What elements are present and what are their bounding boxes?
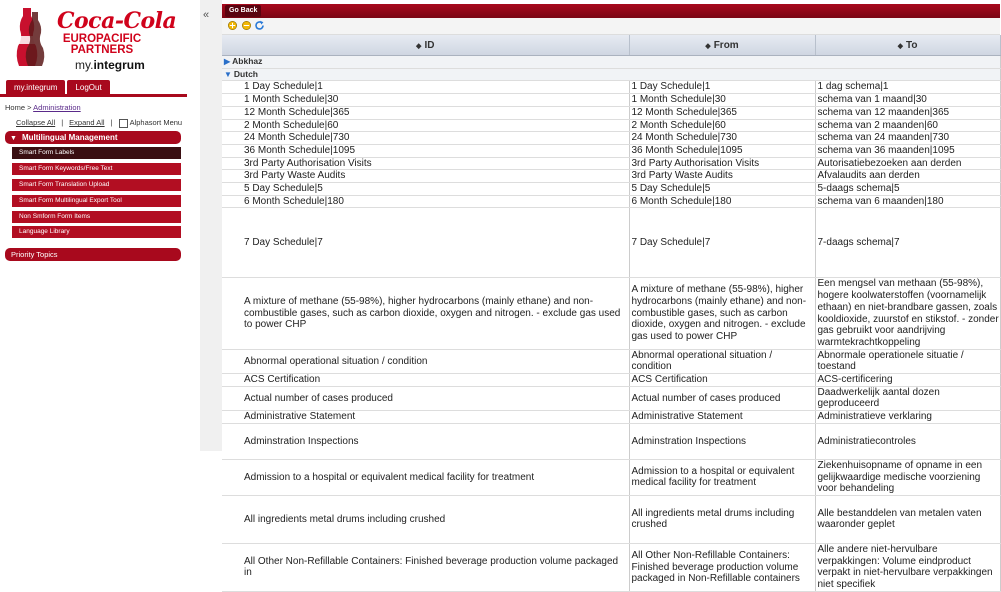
brand-product: [75, 58, 145, 72]
column-header-to[interactable]: [815, 35, 1000, 56]
breadcrumb: [5, 103, 81, 112]
brand-product-name: integrum: [93, 58, 145, 72]
table-cell[interactable]: 2 Month Schedule|60: [222, 119, 629, 132]
table-cell[interactable]: ACS Certification: [222, 374, 629, 387]
table-cell[interactable]: 3rd Party Waste Audits: [222, 170, 629, 183]
double-chevron-left-icon[interactable]: «: [203, 9, 210, 21]
sidebar-collapse-bar[interactable]: [200, 0, 222, 451]
sidebar-item-translation-upload[interactable]: Smart Form Translation Upload: [12, 179, 181, 191]
table-cell[interactable]: 2 Month Schedule|60: [629, 119, 815, 132]
table-cell[interactable]: 5-daags schema|5: [815, 183, 1000, 196]
expand-right-icon[interactable]: ▶: [224, 57, 231, 66]
sidebar-item-keywords[interactable]: Smart Form Keywords/Free Text: [12, 163, 181, 175]
table-cell[interactable]: Actual number of cases produced: [222, 386, 629, 410]
table-cell[interactable]: 6 Month Schedule|180: [222, 195, 629, 208]
collapse-all-link[interactable]: Collapse All: [16, 118, 56, 128]
table-body: [222, 56, 1000, 592]
table-row[interactable]: [222, 94, 1000, 107]
table-row[interactable]: [222, 144, 1000, 157]
priority-topics-header[interactable]: Priority Topics: [5, 248, 181, 261]
table-cell[interactable]: 12 Month Schedule|365: [222, 106, 629, 119]
table-row[interactable]: [222, 411, 1000, 424]
top-nav: [6, 80, 110, 95]
group-row[interactable]: [222, 56, 1000, 69]
table-cell[interactable]: ACS Certification: [629, 374, 815, 387]
table-cell[interactable]: Abnormale operationele situatie / toestand: [815, 349, 1000, 373]
sidebar-item-smart-form-labels[interactable]: Smart Form Labels: [12, 147, 181, 159]
table-cell[interactable]: Autorisatiebezoeken aan derden: [815, 157, 1000, 170]
column-header-label: ID: [424, 39, 435, 51]
table-cell[interactable]: Adminstration Inspections: [629, 423, 815, 459]
table-row[interactable]: [222, 208, 1000, 278]
column-header-label: From: [713, 39, 739, 51]
table-cell[interactable]: 7-daags schema|7: [815, 208, 1000, 278]
table-row[interactable]: [222, 132, 1000, 145]
table-cell[interactable]: 1 Day Schedule|1: [222, 81, 629, 94]
refresh-icon[interactable]: [254, 20, 265, 31]
table-cell[interactable]: All ingredients metal drums including crushed: [629, 495, 815, 543]
brand-subtitle: EUROPACIFIC PARTNERS: [62, 33, 142, 56]
translation-grid: [222, 35, 1000, 591]
table-row[interactable]: [222, 349, 1000, 373]
table-row[interactable]: [222, 278, 1000, 349]
table-cell[interactable]: Ziekenhuisopname of opname in een gelijkwaardige medische voorziening voor behandeling: [815, 459, 1000, 495]
tab-my-integrum[interactable]: my.integrum: [6, 80, 65, 95]
sidebar-item-export-tool[interactable]: Smart Form Multilingual Export Tool: [12, 195, 181, 207]
table-cell[interactable]: Admission to a hospital or equivalent medical facility for treatment: [222, 459, 629, 495]
column-header-from[interactable]: [629, 35, 815, 56]
sort-icon: ◆: [897, 42, 903, 50]
main-panel: [222, 4, 1000, 591]
table-row[interactable]: [222, 543, 1000, 591]
table-cell[interactable]: 7 Day Schedule|7: [629, 208, 815, 278]
table-cell[interactable]: 5 Day Schedule|5: [629, 183, 815, 196]
table-cell[interactable]: Alle andere niet-hervulbare verpakkingen: Volume eindproduct verpakt in niet-hervulbare verpakkingen niet specifiek: [815, 543, 1000, 591]
table-cell[interactable]: 36 Month Schedule|1095: [629, 144, 815, 157]
table-cell[interactable]: schema van 1 maand|30: [815, 94, 1000, 107]
table-row[interactable]: [222, 170, 1000, 183]
group-label: Dutch: [233, 68, 259, 79]
table-cell[interactable]: 5 Day Schedule|5: [222, 183, 629, 196]
expand-down-icon[interactable]: ▼: [224, 69, 232, 79]
table-cell[interactable]: Een mengsel van methaan (55-98%), hogere koolwaterstoffen (voornamelijk ethaan) en niet-brandbare gassen, zoals kooldioxide, zuurstof en stikstof. - zonder gas gebruikt voor aandrijving warmtekrachtkoppeling: [815, 278, 1000, 349]
table-cell[interactable]: 3rd Party Waste Audits: [629, 170, 815, 183]
alphasort-checkbox-wrap[interactable]: [119, 118, 183, 128]
brand-product-prefix: my.: [75, 58, 94, 72]
column-header-id[interactable]: [222, 35, 629, 56]
tab-logout[interactable]: LogOut: [67, 80, 109, 95]
triangle-down-icon: ▼: [10, 135, 17, 142]
table-row[interactable]: [222, 423, 1000, 459]
table-row[interactable]: [222, 374, 1000, 387]
table-cell[interactable]: Abnormal operational situation / condition: [222, 349, 629, 373]
table-row[interactable]: [222, 183, 1000, 196]
alphasort-label: Alphasort Menu: [129, 118, 183, 127]
add-icon[interactable]: [228, 21, 237, 30]
sidebar: [0, 0, 187, 451]
table-cell[interactable]: 12 Month Schedule|365: [629, 106, 815, 119]
table-cell[interactable]: Adminstration Inspections: [222, 423, 629, 459]
table-cell[interactable]: schema van 24 maanden|730: [815, 132, 1000, 145]
table-row[interactable]: [222, 119, 1000, 132]
sidebar-item-non-smform[interactable]: Non Smform Form Items: [12, 211, 181, 223]
table-row[interactable]: [222, 157, 1000, 170]
group-row[interactable]: [222, 68, 1000, 81]
section-title: Multilingual Management: [21, 133, 118, 142]
brand-logo[interactable]: [5, 6, 185, 70]
table-cell[interactable]: ACS-certificering: [815, 374, 1000, 387]
table-cell[interactable]: All Other Non-Refillable Containers: Finished beverage production volume packaged in Non-Refillable containers: [629, 543, 815, 591]
table-cell[interactable]: 1 dag schema|1: [815, 81, 1000, 94]
table-cell[interactable]: Actual number of cases produced: [629, 386, 815, 410]
go-back-button[interactable]: Go Back: [225, 5, 261, 17]
table-row[interactable]: [222, 195, 1000, 208]
table-cell[interactable]: Administrative Statement: [629, 411, 815, 424]
table-cell[interactable]: 1 Day Schedule|1: [629, 81, 815, 94]
group-label: Abkhaz: [232, 56, 263, 66]
table-cell[interactable]: All ingredients metal drums including crushed: [222, 495, 629, 543]
table-cell[interactable]: 24 Month Schedule|730: [222, 132, 629, 145]
header-bar: [222, 4, 1000, 18]
table-cell[interactable]: All Other Non-Refillable Containers: Finished beverage production volume packaged in: [222, 543, 629, 591]
breadcrumb-home[interactable]: Home >: [5, 103, 32, 112]
table-cell[interactable]: 6 Month Schedule|180: [629, 195, 815, 208]
table-cell[interactable]: schema van 36 maanden|1095: [815, 144, 1000, 157]
table-cell[interactable]: Administrative Statement: [222, 411, 629, 424]
table-cell[interactable]: schema van 2 maanden|60: [815, 119, 1000, 132]
table-cell[interactable]: Administratieve verklaring: [815, 411, 1000, 424]
column-header-label: To: [905, 39, 918, 51]
translation-table: [222, 35, 1001, 592]
table-row[interactable]: [222, 459, 1000, 495]
table-cell[interactable]: 1 Month Schedule|30: [222, 94, 629, 107]
table-cell[interactable]: Admission to a hospital or equivalent medical facility for treatment: [629, 459, 815, 495]
table-row[interactable]: [222, 81, 1000, 94]
sort-icon: ◆: [705, 42, 711, 50]
table-cell[interactable]: 36 Month Schedule|1095: [222, 144, 629, 157]
table-cell[interactable]: Alle bestanddelen van metalen vaten waaronder geplet: [815, 495, 1000, 543]
table-cell[interactable]: schema van 6 maanden|180: [815, 195, 1000, 208]
group-cell[interactable]: [222, 68, 1000, 81]
sidebar-item-language-library[interactable]: Language Library: [12, 226, 181, 238]
multilingual-section-header[interactable]: [5, 131, 181, 144]
table-cell[interactable]: schema van 12 maanden|365: [815, 106, 1000, 119]
nav-divider: [0, 94, 187, 97]
table-cell[interactable]: 3rd Party Authorisation Visits: [629, 157, 815, 170]
table-cell[interactable]: A mixture of methane (55-98%), higher hydrocarbons (mainly ethane) and non-combustible gases, such as carbon dioxide, oxygen and nitrogen. - exclude gas used to power CHP: [629, 278, 815, 349]
group-cell[interactable]: [222, 56, 1000, 69]
table-cell[interactable]: Afvalaudits aan derden: [815, 170, 1000, 183]
alphasort-checkbox[interactable]: [119, 119, 128, 128]
brand-wordmark: Coca-Cola: [57, 8, 177, 34]
table-cell[interactable]: A mixture of methane (55-98%), higher hydrocarbons (mainly ethane) and non-combustible gases, such as carbon dioxide, oxygen and nitrogen. - exclude gas used to power CHP: [222, 278, 629, 349]
table-cell[interactable]: Abnormal operational situation / condition: [629, 349, 815, 373]
table-cell[interactable]: 1 Month Schedule|30: [629, 94, 815, 107]
remove-icon[interactable]: [242, 21, 251, 30]
table-cell[interactable]: 24 Month Schedule|730: [629, 132, 815, 145]
table-row[interactable]: [222, 495, 1000, 543]
table-row[interactable]: [222, 386, 1000, 410]
grid-toolbar: [222, 18, 1000, 35]
table-cell[interactable]: 7 Day Schedule|7: [222, 208, 629, 278]
table-cell[interactable]: Daadwerkelijk aantal dozen geproduceerd: [815, 386, 1000, 410]
menu-controls: Collapse All | Expand All | Alphasort Menu: [16, 118, 183, 128]
expand-all-link[interactable]: Expand All: [69, 118, 105, 128]
coke-bottle-icon: [23, 12, 47, 66]
table-cell[interactable]: 3rd Party Authorisation Visits: [222, 157, 629, 170]
sort-icon: ◆: [416, 42, 422, 50]
breadcrumb-administration[interactable]: Administration: [33, 103, 81, 112]
table-cell[interactable]: Administratiecontroles: [815, 423, 1000, 459]
table-row[interactable]: [222, 106, 1000, 119]
